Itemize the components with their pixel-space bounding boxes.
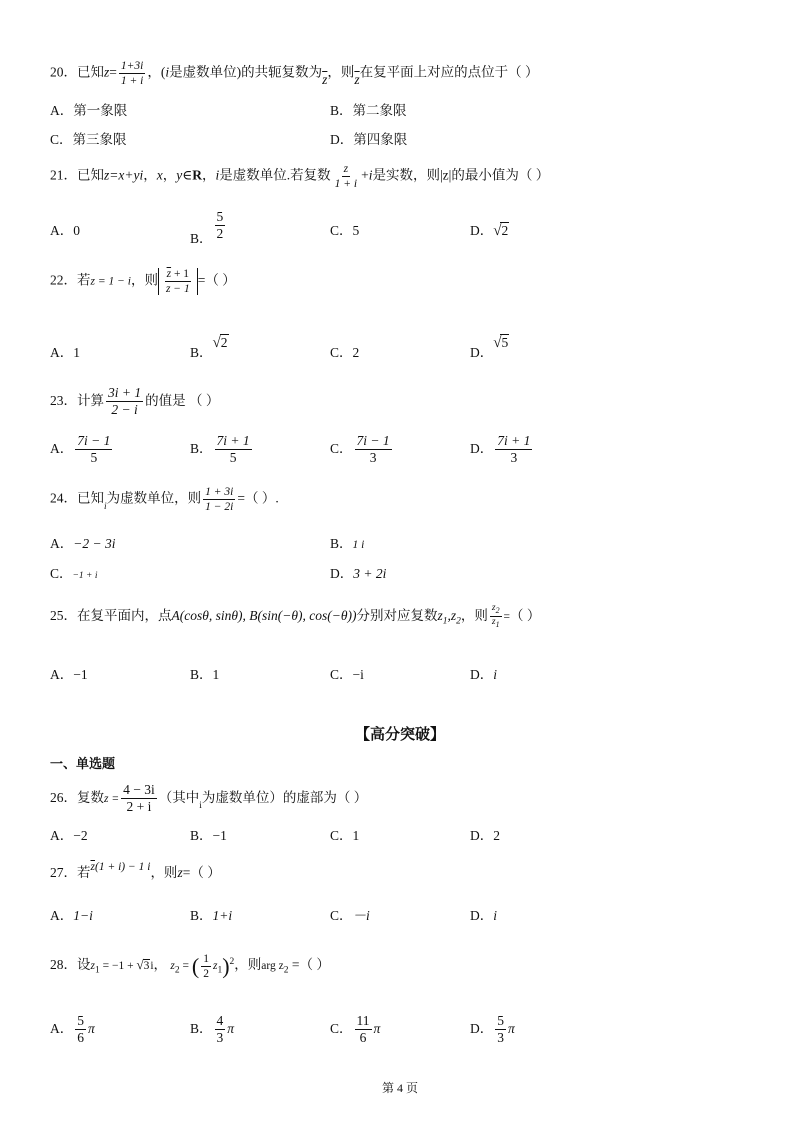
equals: = (237, 490, 245, 506)
fraction (215, 434, 252, 465)
option-c[interactable] (330, 224, 359, 238)
question-number: 25． (50, 607, 77, 623)
fraction (201, 953, 211, 980)
option-b[interactable] (190, 335, 229, 360)
fraction (495, 434, 532, 465)
var-i: i (165, 64, 170, 80)
option-text: −i (352, 667, 364, 682)
option-label: D． (470, 667, 494, 682)
text: （ ）. (244, 490, 279, 506)
question-23 (50, 386, 219, 417)
option-label: D． (330, 566, 354, 581)
option-c[interactable] (50, 133, 127, 147)
option-c[interactable] (330, 1014, 380, 1045)
var-z: z (170, 960, 175, 973)
arg-expression: arg $z_2$ (261, 960, 289, 976)
square-root: √2 (212, 335, 228, 351)
text: = −1 + (99, 960, 137, 973)
option-b[interactable] (190, 668, 219, 682)
option-label: C． (50, 566, 73, 581)
text: 若 (77, 272, 91, 288)
fraction (75, 1014, 86, 1045)
option-label: A． (50, 536, 74, 551)
var-i: i (104, 501, 107, 512)
var-z: z (450, 607, 457, 623)
square-root: √3 (136, 957, 150, 973)
text: + 1 (171, 268, 190, 280)
text: 是虚数单位)的共轭复数为 (169, 64, 323, 80)
option-text: 1 i (352, 539, 365, 551)
equals: = (197, 272, 206, 288)
fraction-numerator: 5 (75, 1014, 86, 1030)
option-label: B． (330, 536, 353, 551)
text: 是实数，则|z|的最小值为（ ） (372, 167, 550, 183)
option-c[interactable] (330, 829, 359, 843)
question-26 (50, 783, 367, 814)
option-d[interactable] (470, 224, 509, 239)
text: 复数 (77, 789, 104, 805)
option-text: i (493, 667, 498, 682)
option-label: C． (330, 667, 353, 682)
z2-definition: $z_2$ = ( $\frac{1}{2}$ $z_1)^2$ (170, 953, 235, 981)
fraction-numerator: 7i + 1 (215, 434, 252, 450)
text: 为虚数单位，则 (106, 490, 202, 506)
text: ，则 (234, 957, 262, 973)
option-label: C． (50, 132, 73, 147)
square-root: √2 (493, 223, 509, 239)
text: 的值是 （ ） (145, 392, 220, 408)
fraction (355, 434, 392, 465)
option-label: C． (330, 828, 353, 843)
vars: $z_1,z_2$ (437, 607, 461, 627)
fraction-denominator: 2 (216, 226, 224, 242)
option-c[interactable] (50, 567, 97, 582)
z1-definition: $z_1 = -1 + √3i$ (90, 957, 154, 976)
fraction-denominator: $z_1$ (491, 617, 500, 630)
option-text: 1 (73, 345, 80, 360)
text: ，则 (130, 272, 158, 288)
option-text: －i (352, 908, 370, 923)
question-28 (50, 953, 330, 980)
fraction-numerator: 4 − 3i (121, 783, 157, 799)
equals: = (503, 610, 511, 623)
text: ， (162, 167, 177, 183)
option-a[interactable] (50, 909, 93, 923)
fraction-numerator: 1 + 3i (203, 486, 235, 500)
question-number: 23． (50, 392, 77, 408)
question-21 (50, 163, 549, 190)
subsection-title: 一、单选题 (50, 757, 116, 772)
page-footer: 第 4 页 (381, 1081, 418, 1095)
option-text: 第四象限 (353, 132, 408, 147)
option-label: C． (330, 345, 353, 360)
option-label: D． (470, 440, 494, 456)
option-label: B． (330, 103, 353, 118)
var-z: z (177, 865, 183, 880)
radicand: 2 (501, 223, 509, 238)
option-d[interactable] (470, 668, 497, 682)
question-25 (50, 604, 540, 629)
option-text: 第三象限 (72, 132, 127, 147)
option-text: 第一象限 (73, 103, 128, 118)
absolute-value (158, 268, 198, 295)
fraction (75, 434, 112, 465)
text: 计算 (77, 392, 104, 408)
var-zbar: $\overline{z}$ (322, 71, 328, 87)
option-text: 0 (73, 223, 80, 238)
fraction-denominator: 5 (229, 450, 237, 466)
fraction-denominator: 2 − i (111, 402, 138, 418)
fraction (215, 210, 226, 241)
expression-text: (1 + i) − 1 i (94, 861, 151, 873)
text: = (179, 960, 192, 973)
option-a[interactable] (50, 829, 88, 843)
fraction (495, 1014, 506, 1045)
option-text: 第二象限 (352, 103, 407, 118)
fraction (490, 604, 502, 629)
fraction-denominator: z − 1 (165, 283, 190, 296)
pi-symbol: π (88, 1020, 95, 1036)
question-text: 已知 (77, 64, 104, 80)
text: ， (143, 167, 157, 183)
option-c[interactable] (330, 346, 359, 360)
var-i: i (215, 167, 220, 183)
option-a[interactable] (50, 434, 114, 465)
option-label: B． (190, 828, 213, 843)
option-label: A． (50, 828, 74, 843)
fraction-denominator: 6 (359, 1030, 367, 1046)
text: 分别对应复数 (356, 607, 438, 623)
fraction-numerator: 4 (215, 1014, 226, 1030)
pi-symbol: π (373, 1020, 381, 1036)
var-i: i (150, 960, 154, 973)
option-d[interactable] (330, 567, 386, 581)
option-text: i (493, 908, 498, 923)
option-text: 2 (493, 828, 500, 843)
text: =（ ） (182, 865, 221, 880)
question-number: 28． (50, 957, 77, 973)
points: A(cosθ, sinθ), B(sin(−θ), cos(−θ)) (171, 607, 357, 623)
option-b[interactable] (190, 909, 232, 923)
fraction (355, 1014, 372, 1045)
var-z: z (437, 607, 443, 623)
var-zbar: $\overline{z}$ (354, 71, 360, 87)
option-label: D． (470, 828, 494, 843)
option-label: A． (50, 103, 74, 118)
option-a[interactable] (50, 224, 80, 238)
option-d[interactable] (330, 133, 407, 147)
option-c[interactable] (330, 909, 370, 923)
section-title: 【高分突破】 (354, 725, 445, 743)
fraction-denominator: 3 (216, 1030, 224, 1046)
option-text: −1 (212, 828, 227, 843)
question-number: 24． (50, 490, 77, 506)
question-number: 22． (50, 272, 77, 288)
option-label: B． (190, 345, 213, 360)
pi-symbol: π (508, 1020, 515, 1036)
option-b[interactable] (190, 209, 227, 246)
fraction-numerator: 5 (215, 210, 226, 226)
fraction-numerator: 7i − 1 (355, 434, 392, 450)
option-label: C． (330, 440, 353, 456)
option-label: A． (50, 667, 74, 682)
text: （ ） (205, 272, 236, 288)
text: 是虚数单位.若复数 (219, 167, 331, 183)
arg-text: arg z (261, 960, 284, 973)
var-x: x (156, 167, 163, 183)
option-label: A． (50, 908, 74, 923)
fraction-denominator: 2 + i (126, 799, 152, 815)
text: 若 (77, 865, 91, 880)
question-27 (50, 861, 221, 881)
question-number: 27． (50, 865, 77, 880)
var-z: z (212, 960, 218, 973)
option-c[interactable] (330, 434, 394, 465)
option-text: 2 (352, 345, 360, 360)
text: ，则 (150, 865, 178, 880)
option-text: 1−i (73, 908, 93, 923)
text: ，则 (460, 607, 488, 623)
text: 在复平面上对应的点位于（ ） (359, 64, 539, 80)
fraction-denominator: 2 (203, 968, 209, 981)
fraction-denominator: 3 (497, 1030, 504, 1046)
fraction-denominator: 1 − 2i (205, 501, 234, 514)
option-label: B． (190, 440, 213, 456)
fraction-numerator: 3i + 1 (106, 386, 143, 402)
expression: z=x+yi (104, 167, 144, 183)
option-label: D． (470, 223, 494, 238)
text: ，( (147, 64, 166, 80)
fraction-denominator: 1 + i (334, 178, 358, 191)
fraction-denominator: 6 (77, 1030, 84, 1046)
question-number: 26． (50, 789, 77, 805)
text: 设 (77, 957, 91, 973)
option-text: −1 (73, 667, 88, 682)
question-24 (50, 486, 279, 513)
expression (91, 861, 151, 873)
pi-symbol: π (227, 1020, 235, 1036)
option-label: B． (190, 1020, 213, 1036)
option-label: A． (50, 223, 74, 238)
option-text: 5 (352, 223, 360, 238)
fraction (215, 1014, 226, 1045)
option-a[interactable] (50, 104, 127, 118)
option-b[interactable] (330, 104, 407, 118)
option-text: 1+i (212, 908, 233, 923)
option-text: −1 + i (72, 571, 98, 581)
fraction-numerator: 7i − 1 (75, 434, 112, 450)
var-z: z = (104, 792, 120, 805)
radicand: 5 (501, 335, 509, 350)
option-d[interactable] (470, 335, 509, 360)
square-root: √5 (493, 335, 509, 351)
option-label: C． (330, 908, 353, 923)
fraction-denominator: 3 (510, 450, 518, 466)
set-R: R (192, 167, 202, 183)
radicand: 2 (220, 335, 228, 350)
fraction-denominator: 3 (369, 450, 377, 466)
var-z: z (90, 960, 95, 973)
option-d[interactable] (470, 829, 500, 843)
option-text: 1 (212, 667, 220, 682)
fraction-denominator: 1 + i (120, 75, 144, 88)
var-zbar: $\overline{z}$ (166, 268, 172, 280)
fraction (106, 386, 143, 417)
option-label: D． (330, 132, 354, 147)
text: 在复平面内，点 (77, 607, 172, 623)
question-22 (50, 268, 236, 295)
option-label: C． (330, 223, 353, 238)
symbol: ∈ (182, 167, 193, 183)
option-label: A． (50, 345, 74, 360)
text: 已知 (77, 167, 104, 183)
option-a[interactable] (50, 346, 80, 360)
fraction-numerator: $z_2$ (490, 604, 502, 617)
var-zbar: $\overline{z}$ (90, 861, 95, 873)
option-a[interactable] (50, 1014, 95, 1045)
exponent: 2 (229, 957, 235, 968)
fraction (203, 486, 235, 513)
option-b[interactable] (190, 1014, 234, 1045)
fraction-denominator: 5 (90, 450, 98, 466)
option-text: 1 (352, 828, 360, 843)
option-d[interactable] (470, 909, 497, 923)
radicand: 3 (143, 960, 150, 973)
text: 为虚数单位）的虚部为（ ） (201, 789, 368, 805)
option-text: 3 + 2i (353, 566, 387, 581)
fraction (121, 783, 157, 814)
var-y: y (176, 167, 183, 183)
option-label: C． (330, 1020, 353, 1036)
text: ，则 (327, 64, 355, 80)
text: ， (201, 167, 216, 183)
fraction-numerator: 11 (355, 1014, 372, 1030)
fraction-numerator: 1 (201, 953, 211, 967)
option-b[interactable] (190, 829, 227, 843)
equals: = (109, 64, 117, 80)
fraction (333, 163, 359, 190)
condition: z = 1 − i (90, 275, 131, 288)
fraction-numerator: 1+3i (119, 60, 145, 74)
option-a[interactable] (50, 668, 88, 682)
fraction-numerator: z (342, 163, 350, 177)
text: =（ ） (288, 957, 330, 973)
var-i: i (368, 167, 373, 183)
option-b[interactable] (190, 434, 254, 465)
var-z: z (104, 64, 110, 80)
fraction-numerator (165, 268, 191, 282)
option-label: B． (190, 230, 213, 246)
option-label: B． (190, 667, 213, 682)
fraction-numerator: 5 (495, 1014, 506, 1030)
option-a[interactable] (50, 537, 115, 551)
option-c[interactable] (330, 668, 364, 682)
option-label: D． (470, 345, 494, 360)
fraction (119, 60, 145, 87)
option-text: −2 (73, 828, 88, 843)
option-label: A． (50, 1020, 74, 1036)
option-label: D． (470, 908, 494, 923)
text: ， (153, 957, 168, 973)
option-b[interactable] (330, 537, 364, 552)
option-label: B． (190, 908, 213, 923)
fraction (164, 268, 192, 295)
option-text: −2 − 3i (73, 536, 116, 551)
text: （其中 (158, 789, 200, 805)
option-label: D． (470, 1020, 494, 1036)
question-number: 21． (50, 167, 77, 183)
text: 已知 (77, 490, 104, 506)
option-d[interactable] (470, 434, 534, 465)
option-d[interactable] (470, 1014, 515, 1045)
text: （ ） (510, 607, 541, 623)
text: + (361, 167, 369, 183)
question-number: 20． (50, 64, 77, 80)
option-label: A． (50, 440, 74, 456)
question-20 (50, 60, 539, 87)
fraction-numerator: 7i + 1 (495, 434, 532, 450)
var-i: i (199, 800, 202, 811)
